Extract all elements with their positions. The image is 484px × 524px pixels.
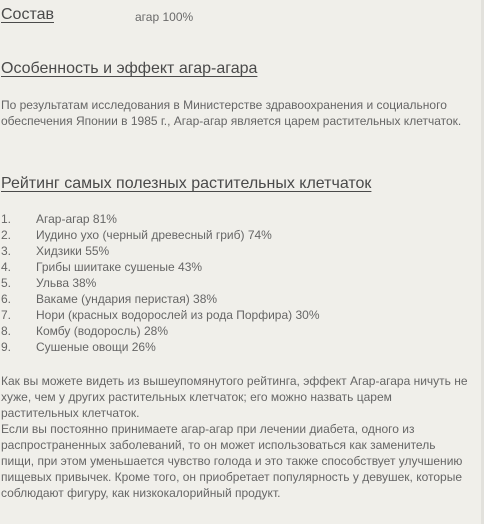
list-item-number: 9. [1, 340, 12, 354]
list-item [1, 307, 471, 323]
composition-row [1, 6, 471, 30]
list-item-number: 7. [1, 308, 12, 322]
feature-paragraph: По результатам исследования в Министерстве здравоохранения и социального обеспечения Японии в 1985 г., Агар-агар является царем растительных клетчаток. [1, 98, 462, 128]
list-item-text: Иудино ухо (черный древесный гриб) 74% [36, 228, 272, 242]
list-item-text: Ульва 38% [36, 276, 97, 290]
list-item [1, 243, 471, 259]
list-item-text: Агар-агар 81% [36, 212, 117, 226]
list-item-number: 5. [1, 276, 12, 290]
list-item-number: 8. [1, 324, 12, 338]
list-item-number: 3. [1, 244, 12, 258]
conclusion-paragraph-2: Если вы постоянно принимаете агар-агар при лечении диабета, одного из распространенных заболеваний, то он может использоваться как заменитель пищи, при этом уменьшается чувство голода и это также способствует улучшению пищевых привычек. Кроме того, он приобретает популярность у девушек, которые соблюдают фигуру, как низкокалорийный продукт. [1, 422, 463, 500]
list-item [1, 211, 471, 227]
list-item [1, 339, 471, 355]
list-item-text: Комбу (водоросль) 28% [36, 324, 168, 338]
list-item-text: Вакаме (ундария перистая) 38% [36, 292, 218, 306]
list-item [1, 259, 471, 275]
list-item [1, 323, 471, 339]
list-item-text: Грибы шиитаке сушеные 43% [36, 260, 203, 274]
composition-title: Состав [1, 6, 54, 23]
list-item-text: Хидзики 55% [36, 244, 110, 258]
list-item-number: 6. [1, 292, 12, 306]
list-item-number: 4. [1, 260, 12, 274]
list-item [1, 227, 471, 243]
list-item-number: 2. [1, 228, 12, 242]
list-item [1, 291, 471, 307]
composition-value: агар 100% [135, 10, 194, 24]
rating-list [1, 211, 471, 355]
list-item-text: Нори (красных водорослей из рода Порфира) 30% [36, 308, 320, 322]
rating-heading: Рейтинг самых полезных растительных клетчаток [1, 175, 372, 192]
conclusion-paragraph-1: Как вы можете видеть из вышеупомянутого рейтинга, эффект Агар-агара ничуть не хуже, чем у других растительных клетчаток; его можно назвать царем растительных клетчаток. [1, 374, 468, 420]
list-item [1, 275, 471, 291]
list-item-text: Сушеные овощи 26% [36, 340, 156, 354]
list-item-number: 1. [1, 212, 12, 226]
feature-heading: Особенность и эффект агар-агара [1, 60, 258, 77]
